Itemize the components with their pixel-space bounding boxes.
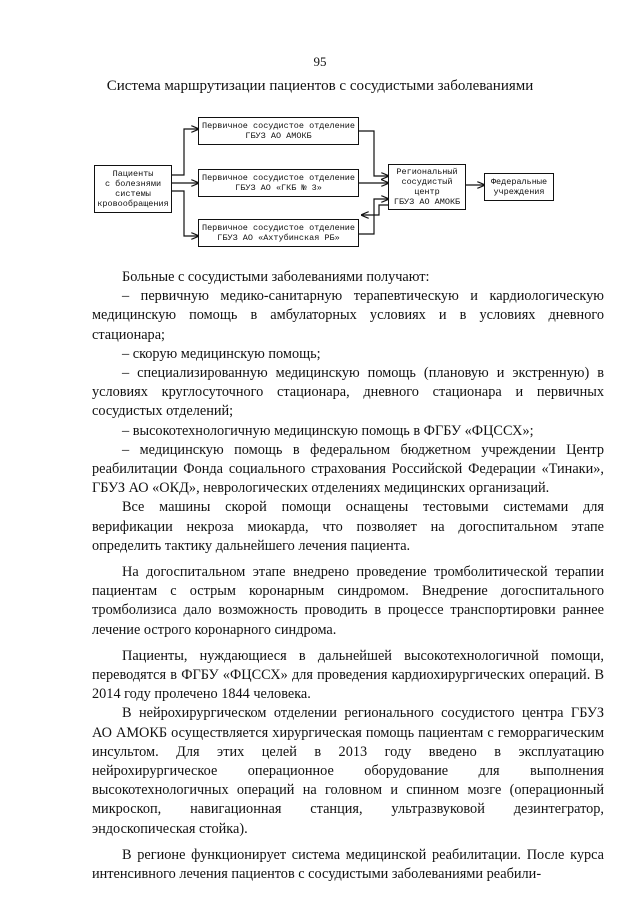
paragraph-ambulance: Все машины скорой помощи оснащены тестовыми системами для верификации некроза миокарда, что позволяет на догоспитальном этапе определить тактику дальнейшего лечения пациента.	[92, 499, 604, 554]
document-title: Система маршрутизации пациентов с сосудистыми заболеваниями	[106, 78, 534, 94]
list-item-rehabilitation-care: – медицинскую помощь в федеральном бюджетном учреждении Центр реабилитации Фонда социального страхования Российской Федерации «Тинаки», ГБУЗ АО «ОКД», неврологических отделениях медицинских организаций.	[92, 441, 604, 497]
list-item-high-tech-care: – высокотехнологичную медицинскую помощь в ФГБУ «ФЦССХ»;	[122, 422, 534, 439]
regional-line-3: центр	[414, 187, 440, 197]
patients-line-2: с болезнями	[104, 179, 162, 189]
arrow-patients-to-primary-1	[172, 129, 198, 175]
primary-2-line-2: ГБУЗ АО «ГКБ № 3»	[235, 183, 322, 193]
federal-institutions-box	[484, 173, 554, 201]
primary-1-line-1: Первичное сосудистое отделение	[201, 121, 356, 131]
primary-3-line-2: ГБУЗ АО «Ахтубинская РБ»	[217, 233, 340, 243]
patients-line-4: кровообращения	[97, 199, 169, 209]
federal-line-1: Федеральные	[490, 177, 548, 187]
paragraph-cardiosurgery: Пациенты, нуждающиеся в дальнейшей высокотехнологичной помощи, переводятся в ФГБУ «ФЦССХ» для проведения кардиохирургических операций. В 2014 году пролечено 1844 человека.	[92, 647, 604, 703]
arrow-primary-1-to-regional	[359, 131, 388, 176]
paragraph-rehabilitation: В регионе функционирует система медицинской реабилитации. После курса интенсивного лечения пациентов с сосудистыми заболеваниями реабили-	[92, 846, 604, 883]
primary-department-3-box	[198, 219, 359, 247]
page-number: 95	[313, 54, 327, 69]
paragraph-neurosurgery: В нейрохирургическом отделении регионального сосудистого центра ГБУЗ АО АМОКБ осуществляется хирургическая помощь пациентам с геморрагическим инсультом. Для этих целей в 2013 году введено в эксплуатацию нейрохирургическое операционное оборудование для выполнения высокотехнологичных операций на головном и спинном мозге (операционный микроскоп, навигационная станция, ультразвуковой дезинтегратор, эндоскопическая стойка).	[92, 705, 604, 837]
body-text	[92, 268, 604, 884]
patients-box	[94, 165, 172, 213]
patients-line-1: Пациенты	[112, 169, 154, 179]
list-item-primary-care: – первичную медико-санитарную терапевтическую и кардиологическую медицинскую помощь в амбулаторных условиях и в условиях дневного стационара;	[92, 288, 604, 343]
arrow-patients-to-primary-3	[172, 191, 198, 236]
primary-2-line-1: Первичное сосудистое отделение	[201, 173, 356, 183]
primary-1-line-2: ГБУЗ АО АМОКБ	[245, 131, 312, 141]
arrow-regional-to-primary-3	[362, 205, 388, 215]
arrow-primary-3-to-regional	[359, 199, 388, 234]
regional-line-1: Региональный	[396, 167, 458, 177]
primary-3-line-1: Первичное сосудистое отделение	[201, 223, 356, 233]
paragraph-intro: Больные с сосудистыми заболеваниями получают:	[122, 269, 430, 285]
regional-line-4: ГБУЗ АО АМОКБ	[393, 197, 461, 207]
list-item-emergency-care: – скорую медицинскую помощь;	[122, 345, 321, 362]
primary-department-1-box	[198, 117, 359, 145]
paragraph-thrombolysis: На догоспитальном этапе внедрено проведение тромболитической терапии пациентам с острым коронарным синдромом. Внедрение догоспитального тромболизиса дало возможность проводить в процессе транспортировки раннее лечение острого коронарного синдрома.	[92, 564, 604, 638]
primary-department-2-box	[198, 169, 359, 197]
list-item-specialized-care: – специализированную медицинскую помощь (плановую и экстренную) в условиях круглосуточного стационара, дневного стационара и первичных сосудистых отделений;	[92, 365, 604, 420]
patients-line-3: системы	[115, 189, 151, 199]
regional-line-2: сосудистый	[401, 177, 453, 187]
regional-center-box	[388, 164, 466, 210]
federal-line-2: учреждения	[493, 187, 545, 197]
